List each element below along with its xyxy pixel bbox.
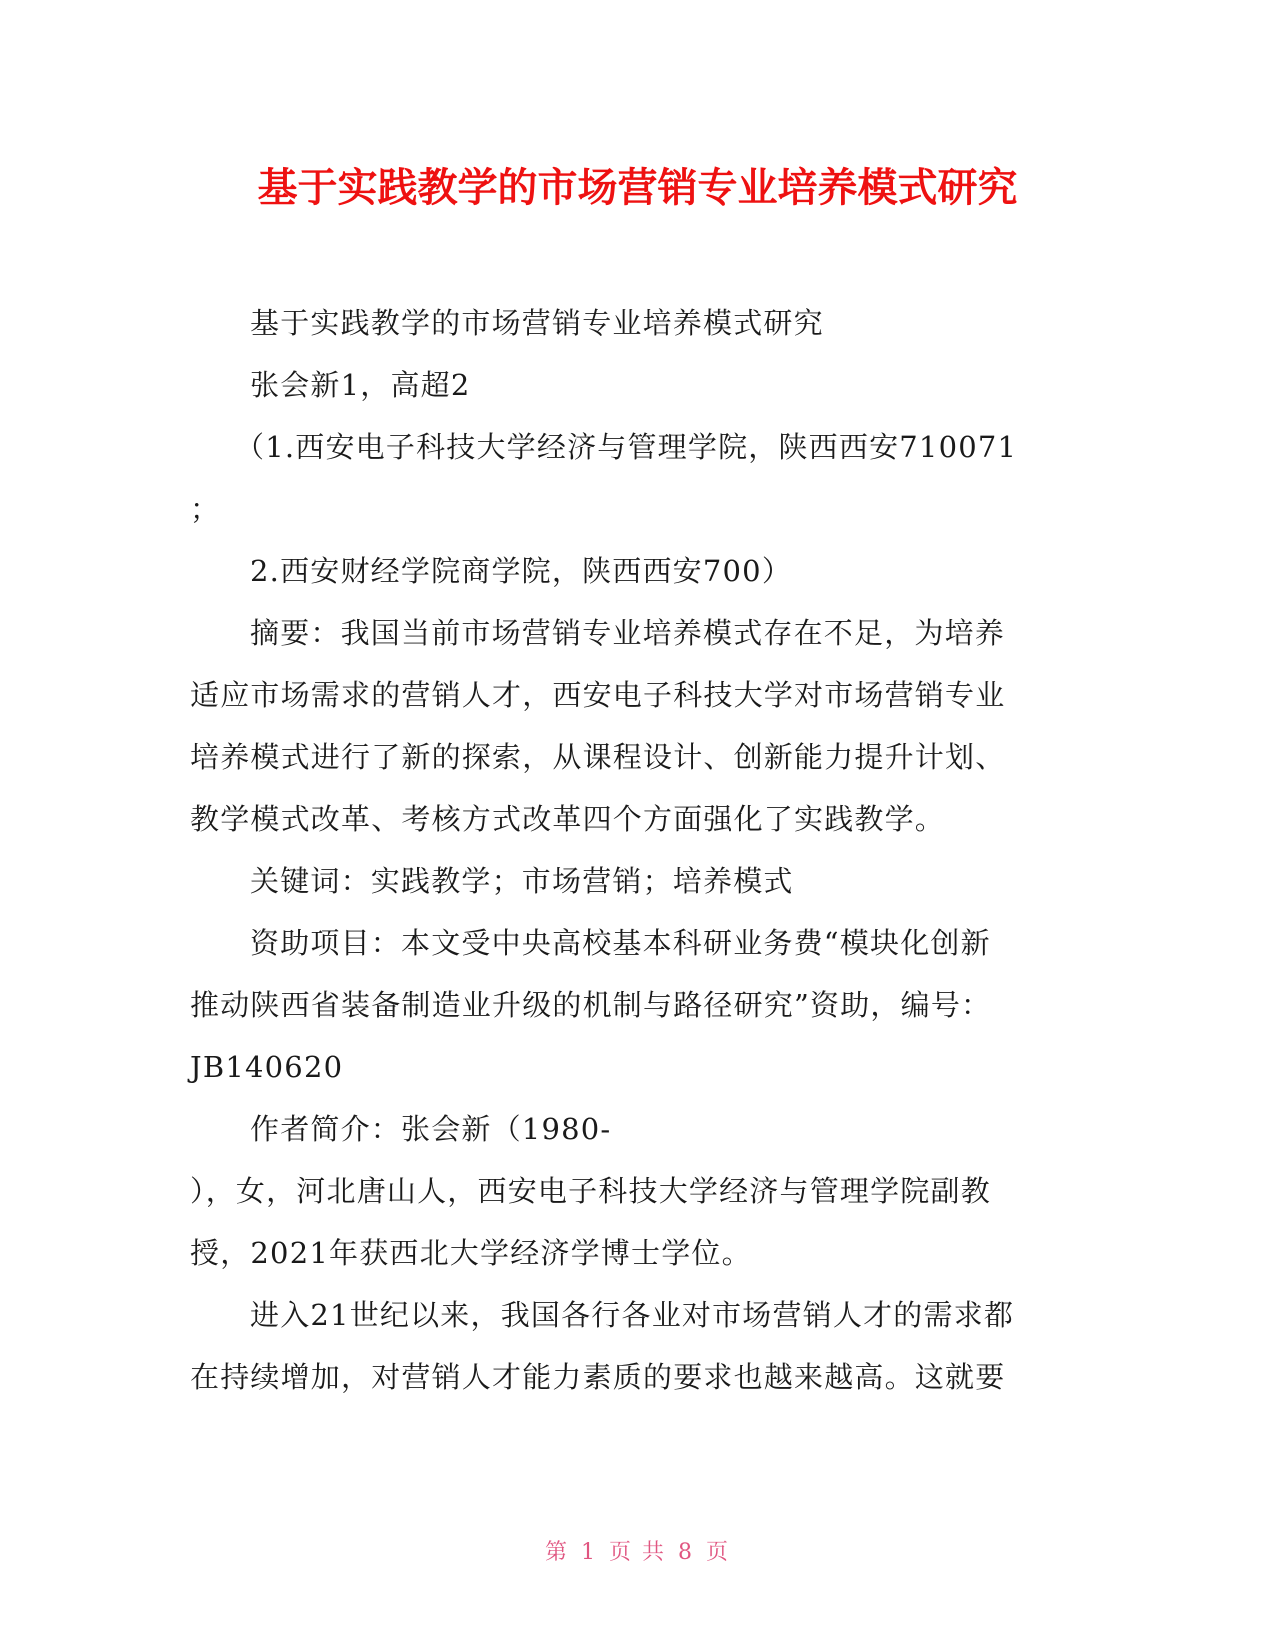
- footer-mid: 页 共: [609, 1540, 666, 1565]
- footer-suffix: 页: [706, 1540, 731, 1565]
- authors-line: 张会新1，高超2: [250, 368, 471, 402]
- author-bio-line: ），女，河北唐山人，西安电子科技大学经济与管理学院副教: [190, 1174, 991, 1208]
- body-paragraph-line: 进入21世纪以来，我国各行各业对市场营销人才的需求都: [250, 1298, 1015, 1332]
- abstract-line: 摘要：我国当前市场营销专业培养模式存在不足，为培养: [250, 616, 1006, 650]
- footer-prefix: 第: [544, 1540, 569, 1565]
- funding-line: JB140620: [190, 1050, 344, 1084]
- abstract-line: 适应市场需求的营销人才，西安电子科技大学对市场营销专业: [190, 678, 1006, 712]
- page-title: 基于实践教学的市场营销专业培养模式研究: [257, 165, 1018, 211]
- footer-page-total: 8: [678, 1540, 694, 1565]
- author-bio-line: 授，2021年获西北大学经济学博士学位。: [190, 1236, 752, 1270]
- funding-line: 推动陕西省装备制造业升级的机制与路径研究”资助，编号：: [190, 988, 992, 1022]
- affiliation-line-2: 2.西安财经学院商学院，陕西西安700）: [250, 554, 793, 588]
- affiliation-line-1-cont: ；: [190, 492, 221, 526]
- funding-line: 资助项目：本文受中央高校基本科研业务费“模块化创新: [250, 926, 991, 960]
- abstract-line: 培养模式进行了新的探索，从课程设计、创新能力提升计划、: [190, 740, 1006, 774]
- body-paragraph-line: 在持续增加，对营销人才能力素质的要求也越来越高。这就要: [190, 1360, 1006, 1394]
- keywords-line: 关键词：实践教学；市场营销；培养模式: [250, 864, 794, 898]
- document-body: [190, 292, 1088, 1408]
- paper-title-line: 基于实践教学的市场营销专业培养模式研究: [250, 306, 824, 340]
- abstract-line: 教学模式改革、考核方式改革四个方面强化了实践教学。: [190, 802, 946, 836]
- page-footer: [0, 1538, 1275, 1568]
- author-bio-line: 作者简介：张会新（1980-: [250, 1112, 612, 1146]
- footer-page-current: 1: [581, 1540, 597, 1565]
- affiliation-line-1: （1.西安电子科技大学经济与管理学院，陕西西安710071: [235, 430, 1018, 464]
